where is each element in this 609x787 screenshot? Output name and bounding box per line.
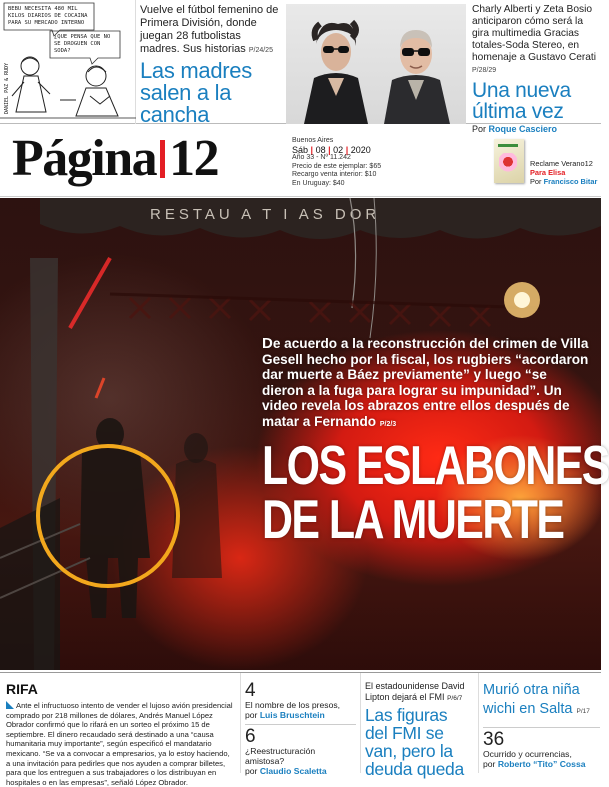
wichi-column [478, 673, 600, 773]
teaser-madres[interactable] [140, 4, 280, 126]
page-ref: P/24/25 [248, 47, 273, 54]
page-number-4: 4 [245, 680, 256, 701]
top-strip [0, 0, 601, 134]
article-title-presos[interactable]: El nombre de los presos, [245, 700, 341, 710]
masthead [0, 125, 601, 197]
issue-number: Año 33 - Nº 11.242 [292, 154, 351, 162]
lead-deck: De acuerdo a la reconstrucción del crimen de Villa Gesell hecho por la fiscal, los rugbiers “acordaron dar muerte a Báez previamente” y luego “se dieron a la fuga para lograr su impunidad”. Un video revela los abrazos entre ellos después de matar a Fernando P/2/3 [262, 335, 589, 429]
uruguay-price: En Uruguay: $40 [292, 179, 345, 187]
page-number-36: 36 [483, 729, 505, 750]
teaser-soda-byline: Por Roque Casciero [472, 124, 558, 134]
fence [130, 298, 490, 326]
rifa-column [6, 673, 234, 787]
fmi-column [360, 673, 474, 780]
promo-verano12[interactable] [494, 137, 600, 191]
teaser-soda-kicker: Charly Alberti y Zeta Bosio anticiparon cómo será la gira multimedia Gracias totales-Soda Stereo, en homenaje a Gustavo Cerati P/28/29 [472, 4, 597, 74]
city: Buenos Aires [292, 137, 334, 144]
triangle-icon [6, 701, 14, 709]
soda-stereo-photo [286, 4, 466, 124]
byline-cossa: por Roberto “Tito” Cossa [483, 759, 586, 769]
teaser-soda-headline[interactable]: Una nueva última vez [472, 79, 571, 123]
fmi-headline[interactable]: Las figuras del FMI se van, pero la deuda queda [365, 705, 464, 780]
musicians-illustration [286, 4, 466, 124]
book-cover-icon [494, 139, 524, 183]
teaser-madres-headline[interactable]: Las madres salen a la cancha [140, 58, 252, 127]
opinion-column [240, 673, 356, 776]
logo-word: Página [12, 130, 157, 187]
edition-date: Sáb | 08 | 02 | 2020 [292, 144, 371, 155]
rifa-title[interactable]: RIFA [6, 681, 38, 697]
cartoon-speech-1: BEBU NECESITA 480 MIL KILOS DIARIOS DE COCAINA PARA SU MERCADO INTERNO [8, 6, 88, 26]
teaser-soda[interactable] [472, 4, 600, 134]
lead-headline[interactable]: LOS ESLABONES DE LA MUERTE [262, 434, 609, 550]
article-title-ocurrencias[interactable]: Ocurrido y ocurrencias, [483, 749, 572, 759]
divider [245, 724, 356, 725]
lead-photo [0, 198, 609, 670]
byline-bruschtein: por Luis Bruschtein [245, 710, 325, 720]
logo-number: 12 [169, 130, 219, 187]
logo-red-bar [160, 140, 165, 178]
cartoon-signature: DANIEL PAZ & RUDY [4, 62, 10, 114]
surcharge: Recargo venta interior: $10 [292, 171, 377, 179]
bottom-section [0, 672, 601, 787]
page-number-6: 6 [245, 726, 256, 747]
fmi-kicker: El estadounidense David Lipton dejará el FMI P/6/7 [365, 681, 465, 702]
cartoon [0, 0, 136, 124]
cartoon-speech-2: ¿QUE PENSA QUE NO SE DROGUEN CON SODA? [54, 34, 111, 54]
article-title-reestructuracion[interactable]: ¿Reestructuración amistosa? [245, 746, 316, 766]
promo-text: Reclame Verano12 Para Elisa Por Francisco Bitar [530, 159, 598, 186]
page-ref: P/2/3 [379, 420, 397, 428]
pagina12-logo[interactable] [12, 129, 218, 188]
wichi-headline[interactable]: Murió otra niña wichi en Salta P/17 [483, 682, 590, 717]
page-ref: P/6/7 [447, 694, 463, 702]
divider [483, 727, 600, 728]
restaurant-sign-text: RESTAU A T I AS DOR [150, 206, 381, 223]
rifa-body: Ante el infructuoso intento de vender el lujoso avión presidencial comprado por 218 millones de dólares, Andrés Manuel López Obrador confirmó que lo rifará en un sorteo el próximo 15 de septiembre. El dinero recaudado será destinado a una “causa humanitaria muy importante”, según especificó el mandatario mexicano. “Se va a convocar a empresarios, ya lo estoy haciendo, a una invitación para pedirles que nos ayuden a comprar billetes, para que los entreguen a sus trabajadores o los distribuyan en hospitales o en las empresas”, señaló López Obrador. [6, 701, 233, 787]
page-ref: P/17 [576, 708, 590, 715]
teaser-madres-kicker: Vuelve el fútbol femenino de Primera División, donde juegan 28 futbolistas madres. Sus historias P/24/25 [140, 4, 279, 55]
page-ref: P/28/29 [472, 67, 497, 74]
edition-info [292, 137, 381, 189]
price: Precio de este ejemplar: $65 [292, 162, 382, 170]
byline-scaletta: por Claudio Scaletta [245, 766, 327, 776]
